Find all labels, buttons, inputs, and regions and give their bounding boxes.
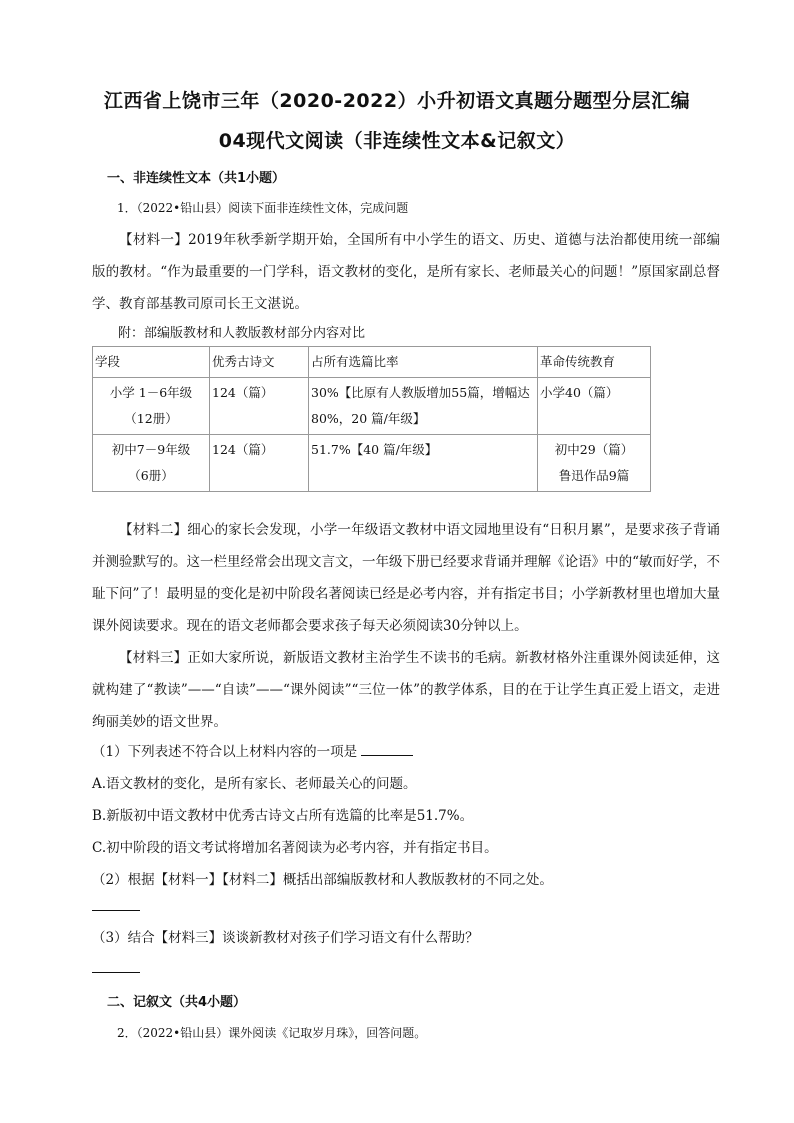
table-cell-stage xyxy=(93,435,210,492)
revolution-count: 初中29（篇） xyxy=(554,442,634,457)
document-title-line1: 江西省上饶市三年（2020-2022）小升初语文真题分题型分层汇编 xyxy=(103,90,691,112)
option-a: A.语文教材的变化，是所有家长、老师最关心的问题。 xyxy=(92,776,417,792)
table-cell-revolution xyxy=(538,435,651,492)
answer-line xyxy=(92,910,140,911)
revolution-luxun: 鲁迅作品9篇 xyxy=(558,468,630,483)
table-cell-revolution xyxy=(538,378,651,435)
material-two-paragraph: 【材料二】细心的家长会发现，小学一年级语文教材中语文园地里设有“日积月累”，是要求孩子背诵并测验默写的。这一栏里经常会出现文言文，一年级下册已经要求背诵并理解《论语》中的“敏而好学，不耻下问”了！最明显的变化是初中阶段名著阅读已经是必考内容，并有指定书目；小学新教材里也增加大量课外阅读要求。现在的语文老师都会要求孩子每天必须阅读30分钟以上。 xyxy=(92,522,720,634)
option-b: B.新版初中语文教材中优秀古诗文占所有选篇的比率是51.7%。 xyxy=(92,808,474,824)
revolution-count: 小学40（篇） xyxy=(540,385,619,400)
table-cell-poems: 124（篇） xyxy=(210,435,309,492)
sub-question-3: （3）结合【材料三】谈谈新教材对孩子们学习语文有什么帮助？ xyxy=(92,930,479,946)
table-header-row xyxy=(93,347,651,378)
table-row xyxy=(93,435,651,492)
option-c: C.初中阶段的语文考试将增加名著阅读为必考内容，并有指定书目。 xyxy=(92,840,498,856)
material-three-paragraph: 【材料三】正如大家所说，新版语文教材主治学生不读书的毛病。新教材格外注重课外阅读延伸，这就构建了“教读”——“自读”——“课外阅读”“三位一体”的教学体系，目的在于让学生真正爱上语文，走进绚丽美妙的语文世界。 xyxy=(92,650,720,730)
section-heading-narrative: 二、记叙文（共4小题） xyxy=(107,995,247,1010)
stage-volumes: （12册） xyxy=(124,411,178,426)
table-header-cell: 占所有选篇比率 xyxy=(309,347,538,378)
table-cell-ratio: 30%【比原有人教版增加55篇，增幅达80%，20 篇/年级】 xyxy=(309,378,538,435)
table-header-cell: 优秀古诗文 xyxy=(210,347,309,378)
question-1-intro: 1．（2022•铅山县）阅读下面非连续性文体，完成问题 xyxy=(117,201,409,215)
sub-question-1 xyxy=(92,740,413,760)
table-row xyxy=(93,378,651,435)
table-cell-ratio: 51.7%【40 篇/年级】 xyxy=(309,435,538,492)
table-cell-poems: 124（篇） xyxy=(210,378,309,435)
sub-question-2: （2）根据【材料一】【材料二】概括出部编版教材和人教版教材的不同之处。 xyxy=(92,872,553,888)
stage-volumes: （6册） xyxy=(128,468,174,483)
question-2-intro: 2．（2022•铅山县）课外阅读《记取岁月珠》，回答问题。 xyxy=(117,1026,427,1040)
answer-line xyxy=(92,972,140,973)
answer-blank xyxy=(361,741,413,756)
table-cell-stage xyxy=(93,378,210,435)
table-header-cell: 革命传统教育 xyxy=(538,347,651,378)
stage-grades: 小学 1－6年级 xyxy=(109,385,193,400)
stage-grades: 初中7－9年级 xyxy=(111,442,191,457)
sub-question-1-text: （1）下列表述不符合以上材料内容的一项是 xyxy=(92,744,358,760)
section-heading-nonlinear: 一、非连续性文本（共1小题） xyxy=(107,171,286,186)
table-header-cell: 学段 xyxy=(93,347,210,378)
material-one-paragraph: 【材料一】2019年秋季新学期开始，全国所有中小学生的语文、历史、道德与法治都使用统一部编版的教材。“作为最重要的一门学科，语文教材的变化，是所有家长、老师最关心的问题！”原国家副总督学、教育部基教司原司长王文湛说。 xyxy=(92,232,720,312)
document-title-line2: 04现代文阅读（非连续性文本&记叙文） xyxy=(218,130,576,152)
comparison-table xyxy=(92,346,651,492)
table-caption: 附：部编版教材和人教版教材部分内容对比 xyxy=(118,326,366,341)
